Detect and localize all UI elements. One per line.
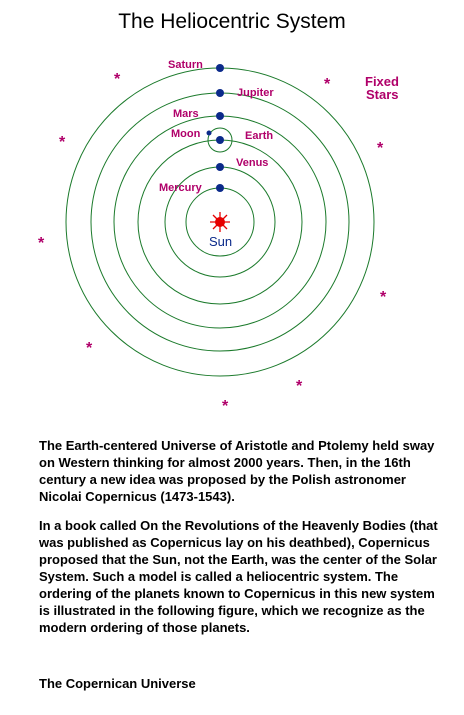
paragraph-intro: The Earth-centered Universe of Aristotle and Ptolemy held sway on Western thinking for almost 2000 years. Then, in the 16th century a new idea was proposed by the Polish astronomer Nicolai Copernicus (1473-1543). — [39, 438, 435, 504]
sun-label: Sun — [209, 234, 233, 249]
planet-earth — [216, 136, 224, 144]
paragraph-copernicus: In a book called On the Revolutions of the Heavenly Bodies (that was published as Copernicus lay on his deathbed), Copernicus proposed that the Sun, not the Earth, was the center of the Solar System. Such a model is called a heliocentric system. The ordering of the planets known to Copernicus in this new system is illustrated in the following figure, which we recognize as the modern ordering of those planets. — [39, 518, 438, 635]
star-7: * — [86, 340, 93, 357]
sun-icon — [210, 212, 230, 232]
planet-venus — [216, 163, 224, 171]
figure-caption: The Copernican Universe — [39, 676, 196, 691]
label-jupiter: Jupiter — [237, 87, 274, 99]
fixed-stars-label-line1: Fixed — [365, 74, 399, 89]
star-9: * — [222, 398, 229, 415]
planet-mars — [216, 112, 224, 120]
label-earth: Earth — [245, 130, 274, 142]
planet-mercury — [216, 184, 224, 192]
star-1: * — [114, 71, 121, 88]
star-3: * — [59, 134, 66, 151]
star-5: * — [38, 235, 45, 252]
planet-moon — [207, 131, 212, 136]
star-4: * — [377, 140, 384, 157]
label-venus: Venus — [236, 157, 269, 169]
label-saturn: Saturn — [168, 59, 203, 71]
star-2: * — [324, 76, 331, 93]
fixed-stars-label-line2: Stars — [366, 87, 399, 102]
label-mercury: Mercury — [159, 182, 202, 194]
planet-saturn — [216, 64, 224, 72]
page-title: The Heliocentric System — [118, 10, 346, 33]
planet-jupiter — [216, 89, 224, 97]
star-6: * — [380, 289, 387, 306]
label-moon: Moon — [171, 128, 201, 140]
label-mars: Mars — [173, 108, 199, 120]
star-8: * — [296, 378, 303, 395]
